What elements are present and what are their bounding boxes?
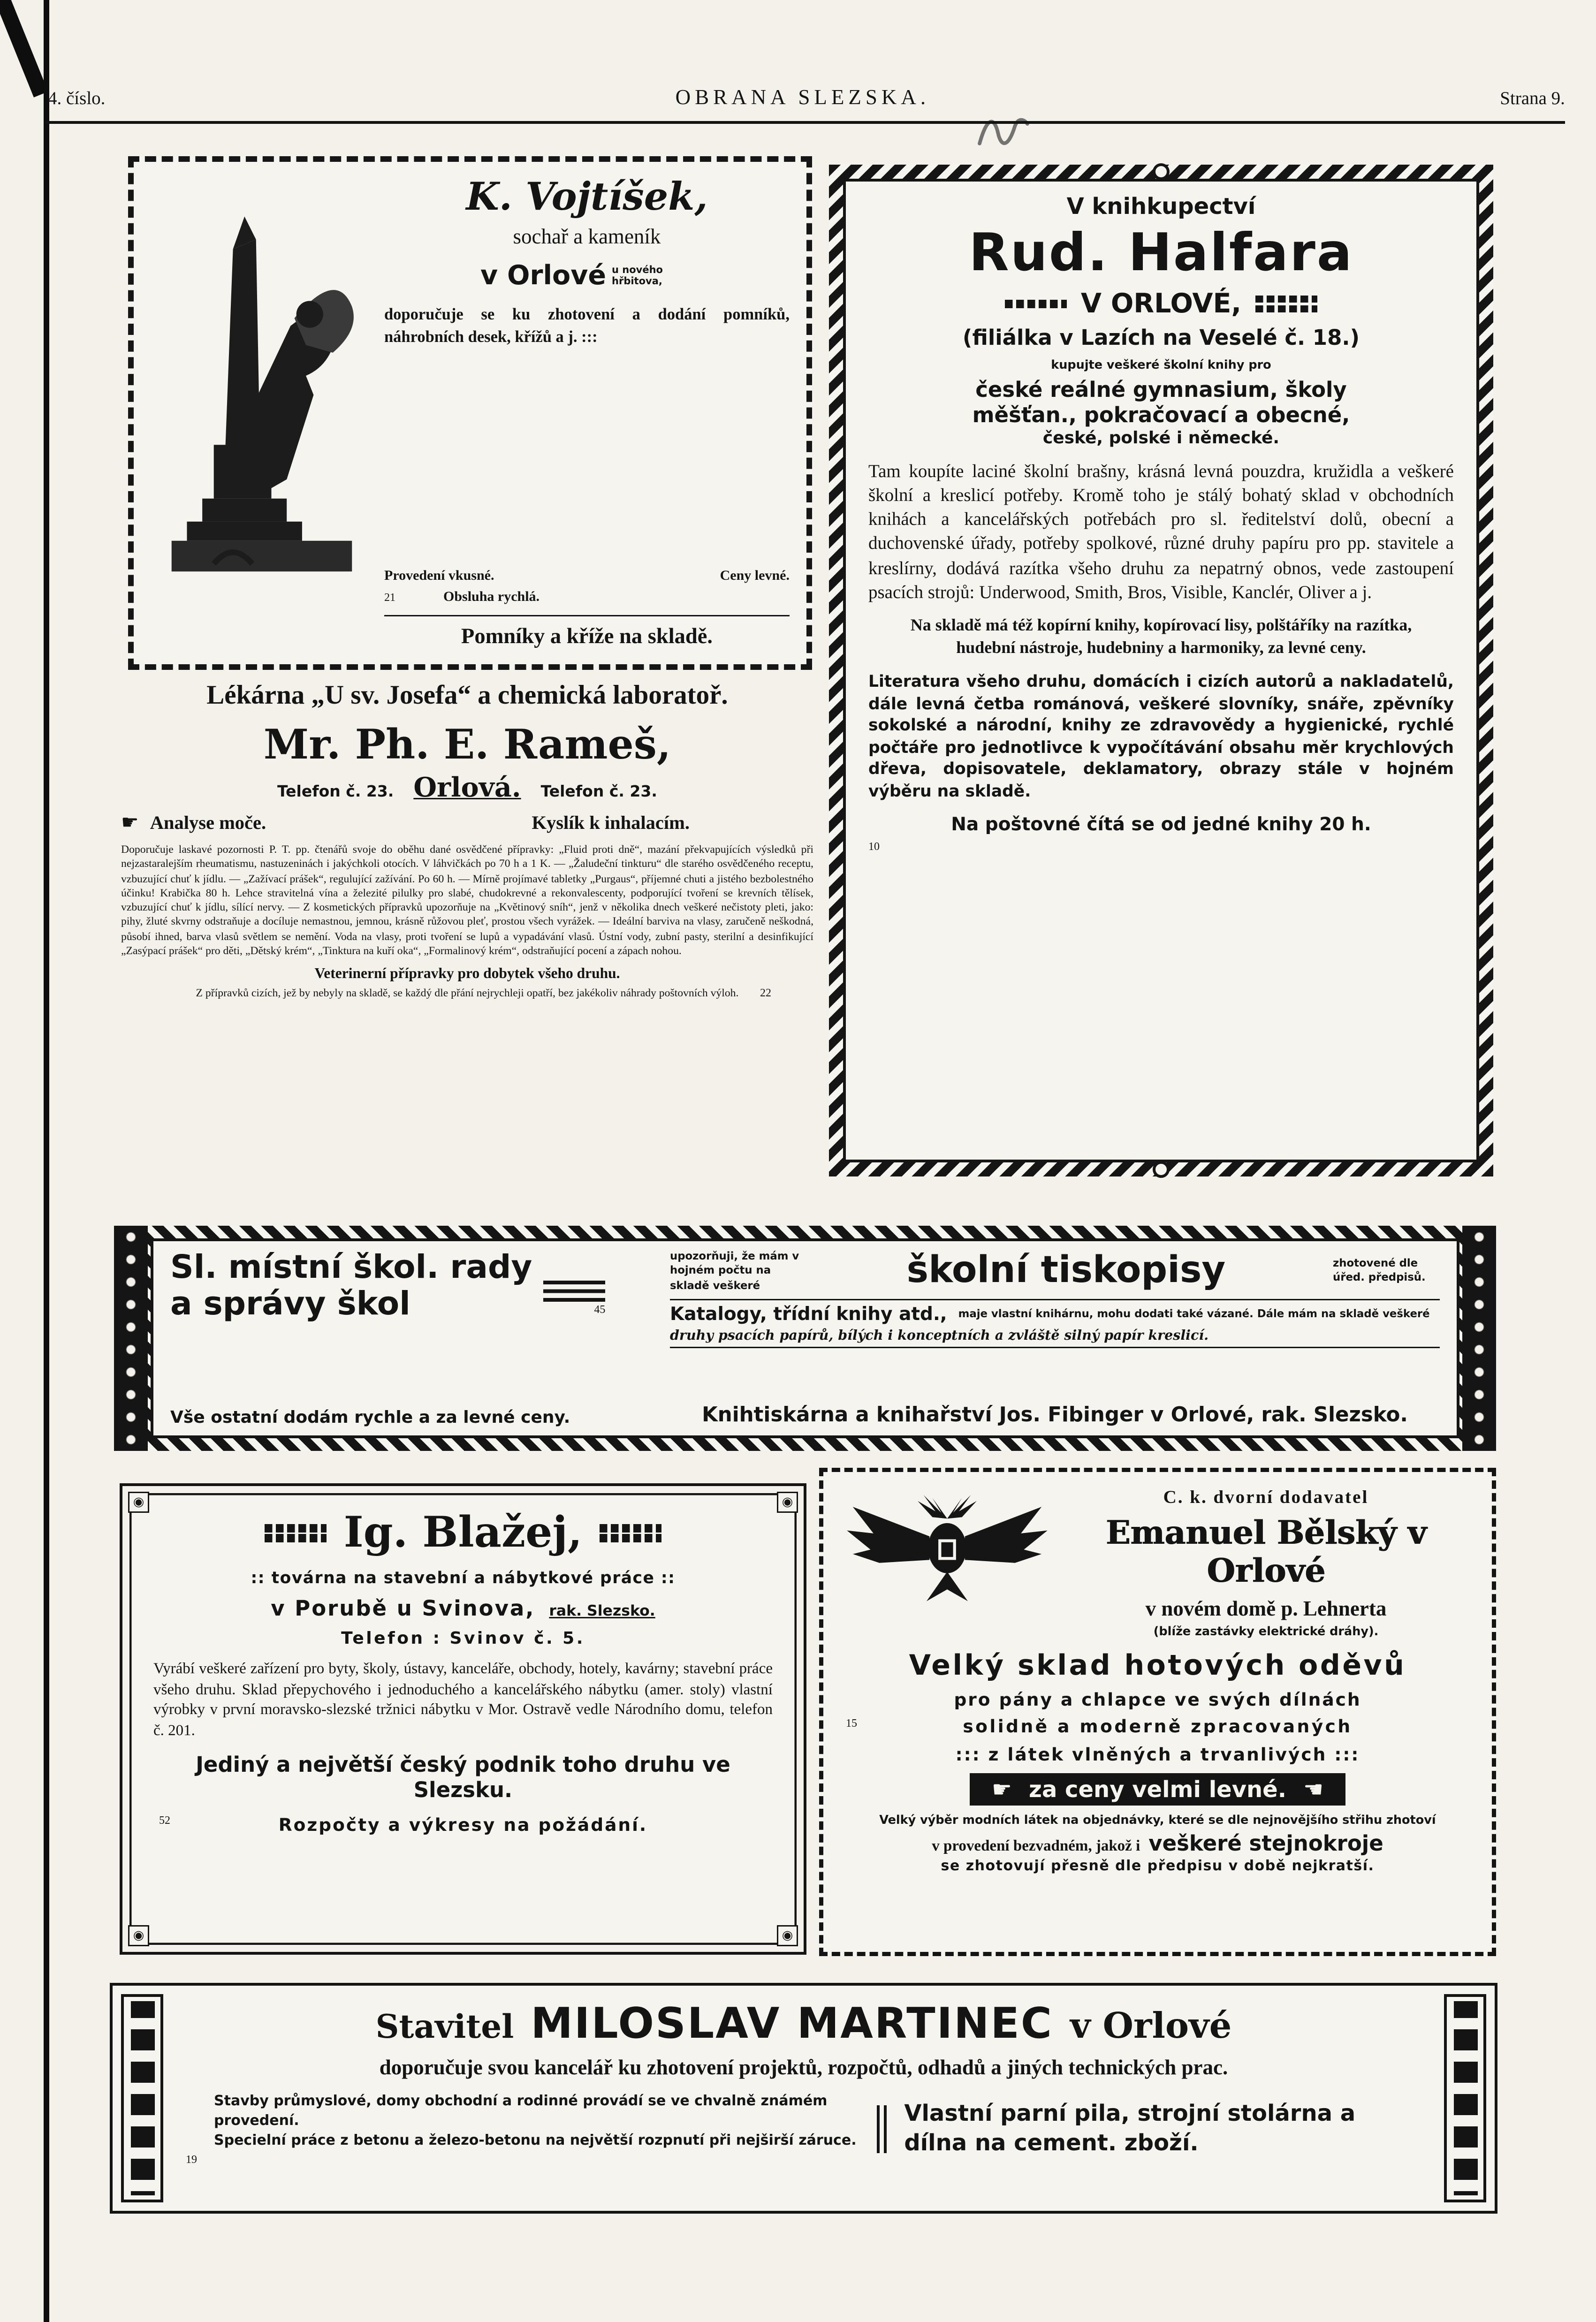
halfara-branch: (filiálka v Lazích na Veselé č. 18.) bbox=[962, 325, 1360, 350]
block-ornament-icon bbox=[1005, 298, 1067, 310]
rames-telefon-right: Telefon č. 23. bbox=[540, 782, 657, 801]
martinec-title-row bbox=[186, 2000, 1421, 2049]
halfara-paragraph-3: Literatura všeho druhu, domácích i cizích autorů a nakladatelů, dále levná četba románová, veškeré slovníky, snáře, zpěvníky sokolské a národní, knihy ze zdravovědy a hygienické, rychlé počtáře pro jednotlivce k vypočítávání obsahu měr krychlových dřeva, dopisovatele, deklamatory, obrazy stále v hojném výběru na skladě. bbox=[868, 671, 1454, 801]
martinec-name: MILOSLAV MARTINEC bbox=[531, 2000, 1053, 2049]
fibinger-inner bbox=[151, 1238, 1459, 1438]
vojtisek-offer: doporučuje se ku zhotovení a dodání pomníků, náhrobních desek, křížů a j. ::: bbox=[384, 307, 790, 347]
belsky-prices-text: za ceny velmi levné. bbox=[1029, 1776, 1286, 1803]
martinec-bottom-row bbox=[186, 2093, 1421, 2166]
blazej-footer-row bbox=[153, 1814, 773, 1835]
halfara-schools-3: české, polské i německé. bbox=[1042, 428, 1280, 448]
vojtisek-quality: Provedení vkusné. bbox=[384, 569, 494, 584]
belsky-line1: pro pány a chlapce ve svých dílnách bbox=[954, 1689, 1361, 1710]
ad-vojtisek bbox=[128, 156, 812, 670]
martinec-line1: doporučuje svou kancelář ku zhotovení projektů, rozpočtů, odhadů a jiných technických prac. bbox=[379, 2057, 1228, 2080]
belsky-house: v novém domě p. Lehnerta bbox=[1145, 1599, 1387, 1621]
pointing-hand-icon: ☛ bbox=[121, 813, 139, 835]
filmstrip-ornament-icon bbox=[1444, 1994, 1486, 2202]
issue-number: 4. číslo. bbox=[48, 87, 106, 108]
belsky-footer2-row bbox=[843, 1831, 1472, 1856]
belsky-prices-bar bbox=[969, 1773, 1346, 1806]
obelisk-angel-statue-illustration bbox=[151, 176, 373, 650]
belsky-line2: solidně a moderně zpracovaných bbox=[963, 1715, 1353, 1737]
halfara-town: V ORLOVÉ, bbox=[1080, 288, 1242, 319]
vojtisek-ad-number: 21 bbox=[384, 591, 395, 604]
fibinger-left-title bbox=[170, 1250, 656, 1324]
blazej-town: v Porubě u Svinova, bbox=[271, 1596, 535, 1621]
belsky-heading bbox=[1060, 1483, 1472, 1639]
ink-smudge bbox=[974, 113, 1033, 155]
belsky-name: Emanuel Bělský v Orlové bbox=[1105, 1514, 1427, 1590]
vojtisek-town: v Orlové bbox=[480, 260, 607, 291]
martinec-left-line2: Specielní práce z betonu a železo-betonu na největší rozpnutí při nejširší záruce. bbox=[214, 2133, 857, 2149]
halfara-name: Rud. Halfara bbox=[969, 222, 1353, 283]
ad-martinec bbox=[110, 1983, 1497, 2214]
martinec-center bbox=[177, 1994, 1430, 2202]
lekarna-title: Lékárna „U sv. Josefa“ a chemická laboratoř. bbox=[206, 681, 728, 711]
ad-lekarna-rames bbox=[121, 721, 813, 1001]
martinec-right-column: Vlastní parní pila, strojní stolárna a dílna na cement. zboží. bbox=[904, 2100, 1356, 2156]
martinec-title-suffix: v Orlové bbox=[1070, 2005, 1232, 2046]
ad-blazej bbox=[120, 1483, 806, 1955]
vojtisek-town-row bbox=[384, 260, 790, 291]
vojtisek-stock: Pomníky a kříže na skladě. bbox=[384, 615, 790, 650]
belsky-line2-row bbox=[843, 1714, 1472, 1739]
ad-belsky bbox=[819, 1468, 1496, 1956]
printer-mark-icon: ◉ bbox=[128, 1492, 149, 1513]
halfara-ad-number: 10 bbox=[868, 840, 880, 853]
belsky-house-note: (blíže zastávky elektrické dráhy). bbox=[1153, 1625, 1379, 1639]
fibinger-ad-number: 45 bbox=[594, 1303, 606, 1316]
martinec-left-line1: Stavby průmyslové, domy obchodní a rodinné provádí se ve chvalně známém provedení. bbox=[214, 2094, 828, 2129]
blazej-footer: Rozpočty a výkresy na požádání. bbox=[278, 1814, 648, 1836]
fibinger-left-footer: Vše ostatní dodám rychle a za levné ceny. bbox=[170, 1407, 570, 1427]
belsky-supplier-line: C. k. dvorní dodavatel bbox=[1163, 1486, 1369, 1507]
rames-footer-text: Z přípravků cizích, jež by nebyly na skladě, se každý dle přání nejrychleji opatří, bez jakékoliv náhrady poštovních výloh. bbox=[196, 986, 739, 1000]
belsky-footer2b: veškeré stejnokroje bbox=[1148, 1831, 1383, 1856]
belsky-footer3: se zhotovují přesně dle předpisu v době nejkratší. bbox=[941, 1859, 1375, 1874]
header-rule bbox=[45, 121, 1565, 123]
fibinger-right-column bbox=[670, 1250, 1440, 1427]
block-ornament-icon bbox=[265, 1522, 327, 1544]
fibinger-note-right: zhotovené dle úřed. předpisů. bbox=[1333, 1257, 1426, 1284]
rames-footer bbox=[121, 986, 813, 1001]
halfara-buy-line: kupujte veškeré školní knihy pro bbox=[1051, 359, 1271, 373]
fibinger-footer: Knihtiskárna a knihařství Jos. Fibinger v Orlové, rak. Slezsko. bbox=[702, 1404, 1408, 1427]
rames-veterinary: Veterinerní přípravky pro dobytek všeho druhu. bbox=[314, 967, 620, 983]
vojtisek-name: K. Vojtíšek, bbox=[466, 176, 708, 220]
printer-mark-icon: ◉ bbox=[777, 1925, 798, 1946]
martinec-title-prefix: Stavitel bbox=[375, 2008, 514, 2046]
vojtisek-service: Obsluha rychlá. bbox=[443, 590, 540, 605]
halfara-paragraph-1: Tam koupíte laciné školní brašny, krásná levná pouzdra, kružidla a veškeré školní a kreslicí potřeby. Kromě toho je stálý bohatý sklad v obchodních knihách a kancelářských potřebách pro sl. ředitelství dolů, obecní a duchovenské úřady, potřeby spolkové, různé druhy papíru pro pp. stavitele a kreslírny, dodává razítka všeho druhu za nepatrný obnos, vede zastoupení psacích strojů: Underwood, Smith, Bros, Visible, Kanclér, Oliver a j. bbox=[868, 460, 1454, 602]
rames-body-text: Doporučuje laskavé pozornosti P. T. pp. čtenářů svoje do oběhu dané osvědčené přípravky: „Fluid proti dně“, mazání překvapujících výsledků při nejzastaralejším rheumatismu, nastuzeninách i jakýchkoli otocích. V láhvičkách po 70 h a 1 K. — „Žaludeční tinkturu“ dle starého osvědčeného receptu, vzbuzující chuť k jídlu. — „Zažívací prášek“, regulující zažívání. Po 60 h. — Mírně projímavé tabletky „Purgaus“, příjemné chuti a jistého bezbolestného účinku! Krabička 80 h. Lehce stravitelná vína a železité pilulky pro slabé, chudokrevné a rekonvalescenty, podporující tvoření se krevních tělísek, vzbuzující chuť k jídlu, sílící nervy. — Z kosmetických přípravků upozorňuje na „Květinový sníh“, jenž v několika dnech veškeré nečistoty pleti, jako: pihy, žluté skvrny odstraňuje a docíluje nemastnou, jemnou, krásně růžovou pleť, prostou všech vyrážek. — Ideální barviva na vlasy, zaručeně neškodná, působí ihned, barva vlasů světlem se nemění. Voda na vlasy, proti tvoření se lupů a vypadávání vlasů. Ústní vody, zubní pasty, sterilní a desinfikující „Zasýpací prášek“ pro děti, „Dětský krém“, „Tinktura na kuří oka“, „Formalinový krém“, odstraňující pocení a zápach nohou. bbox=[121, 843, 813, 957]
vojtisek-service-row bbox=[384, 590, 790, 605]
rames-town: Orlová. bbox=[413, 773, 521, 804]
ad-fibinger bbox=[114, 1226, 1496, 1451]
rosette-ornament-icon bbox=[114, 1226, 148, 1451]
blazej-factory-line: :: továrna na stavební a nábytkové práce :: bbox=[251, 1568, 676, 1587]
fibinger-left-column bbox=[170, 1250, 656, 1427]
martinec-left-column bbox=[186, 2093, 860, 2166]
block-ornament-icon bbox=[1255, 293, 1317, 315]
filmstrip-ornament-icon bbox=[121, 1994, 163, 2202]
rames-name: Mr. Ph. E. Rameš, bbox=[263, 721, 671, 768]
block-ornament-icon bbox=[599, 1522, 661, 1544]
ornament-dot-top bbox=[1153, 163, 1170, 180]
rames-telefon-row bbox=[121, 773, 813, 804]
belsky-line3: ::: z látek vlněných a trvanlivých ::: bbox=[955, 1744, 1360, 1765]
double-rule-divider bbox=[877, 2105, 887, 2153]
book-spine-line bbox=[44, 0, 49, 2322]
rames-oxygen: Kyslík k inhalacím. bbox=[532, 812, 690, 833]
halfara-inner bbox=[843, 179, 1479, 1162]
martinec-ad-number: 19 bbox=[186, 2153, 197, 2166]
belsky-ad-number: 15 bbox=[846, 1717, 857, 1730]
blazej-ad-number: 52 bbox=[159, 1814, 170, 1827]
page-number: Strana 9. bbox=[1500, 87, 1565, 108]
printer-mark-icon: ◉ bbox=[777, 1492, 798, 1513]
ad-halfara bbox=[829, 165, 1493, 1176]
rames-analyse: Analyse moče. bbox=[150, 812, 266, 833]
vojtisek-town-note: u nového hřbitova, bbox=[612, 264, 663, 287]
scan-corner-mark bbox=[0, 0, 48, 98]
ornament-dot-bottom bbox=[1153, 1161, 1170, 1178]
halfara-town-row bbox=[868, 288, 1454, 319]
rames-telefon-left: Telefon č. 23. bbox=[277, 782, 394, 801]
belsky-footer1: Velký výběr modních látek na objednávky, které se dle nejnovějšího střihu zhotoví bbox=[879, 1814, 1436, 1828]
fibinger-catalogs: Katalogy, třídní knihy atd., bbox=[670, 1304, 947, 1326]
pointing-hand-icon: ☚ bbox=[1303, 1776, 1323, 1803]
blazej-name: Ig. Blažej, bbox=[343, 1509, 583, 1558]
fibinger-left-title-line1: Sl. místní škol. rady bbox=[170, 1250, 532, 1286]
halfara-schools-1: české reálné gymnasium, školy bbox=[975, 377, 1347, 402]
imperial-eagle-emblem-icon bbox=[843, 1483, 1051, 1639]
blazej-town-row bbox=[153, 1596, 773, 1621]
halfara-paragraph-2: Na skladě má též kopírní knihy, kopírovací lisy, polštáříky na razítka, hudební nástroje, hudebniny a harmoniky, za levné ceny. bbox=[910, 615, 1412, 657]
rames-ad-number: 22 bbox=[760, 986, 771, 999]
vojtisek-quality-row bbox=[384, 569, 790, 584]
fibinger-catalogs-row bbox=[670, 1298, 1440, 1325]
halfara-intro: V knihkupectví bbox=[1066, 193, 1256, 220]
belsky-top-row bbox=[843, 1483, 1472, 1639]
blazej-phone: Telefon : Svinov č. 5. bbox=[341, 1628, 585, 1648]
blazej-region: rak. Slezsko. bbox=[549, 1603, 655, 1620]
fibinger-left-title-line2: a správy škol bbox=[170, 1287, 410, 1324]
fibinger-catalogs-note: maje vlastní knihárnu, mohu dodati také vázané. Dále mám na skladě veškeré bbox=[958, 1307, 1430, 1320]
printer-mark-icon: ◉ bbox=[128, 1925, 149, 1946]
blazej-body-text: Vyrábí veškeré zařízení pro byty, školy, ústavy, kanceláře, obchody, hotely, kavárny; stavební práce všeho druhu. Sklad přepychového i jednoduchého a kancelářského nábytku (amer. stoly) vlastní výrobky v první moravsko-slezské tržnici nábytku v Mor. Ostravě vedle Národního domu, telefon č. 201. bbox=[153, 1661, 773, 1739]
fibinger-left-title-text bbox=[170, 1250, 532, 1324]
rames-services-row bbox=[121, 812, 813, 836]
fibinger-headline: školní tiskopisy bbox=[906, 1250, 1226, 1293]
newspaper-title: OBRANA SLEZSKA. bbox=[675, 87, 930, 110]
fibinger-papers-line: druhy psacích papírů, bílých i konceptních a zvláště silný papír kreslicí. bbox=[670, 1328, 1440, 1348]
fibinger-note-left: upozorňuji, že mám v hojném počtu na skladě veškeré bbox=[670, 1250, 799, 1291]
pointing-hand-icon: ☛ bbox=[991, 1776, 1012, 1803]
page-header bbox=[48, 87, 1565, 111]
fibinger-rules-ornament bbox=[543, 1281, 605, 1324]
belsky-stock-headline: Velký sklad hotových oděvů bbox=[909, 1648, 1406, 1682]
blazej-claim: Jediný a největší český podnik toho druhu ve Slezsku. bbox=[196, 1752, 730, 1803]
vojtisek-prices: Ceny levné. bbox=[720, 569, 790, 584]
ad-vojtisek-text bbox=[384, 176, 790, 650]
halfara-schools-2: měšťan., pokračovací a obecné, bbox=[972, 402, 1350, 428]
fibinger-headline-row bbox=[670, 1250, 1440, 1293]
belsky-footer2a: v provedení bezvadném, jakož i bbox=[932, 1838, 1140, 1855]
rosette-ornament-icon bbox=[1462, 1226, 1496, 1451]
vojtisek-profession: sochař a kameník bbox=[513, 227, 661, 249]
lines-ornament-icon bbox=[543, 1281, 605, 1303]
halfara-postage: Na poštovné čítá se od jedné knihy 20 h. bbox=[951, 815, 1371, 836]
blazej-name-row bbox=[153, 1509, 773, 1558]
